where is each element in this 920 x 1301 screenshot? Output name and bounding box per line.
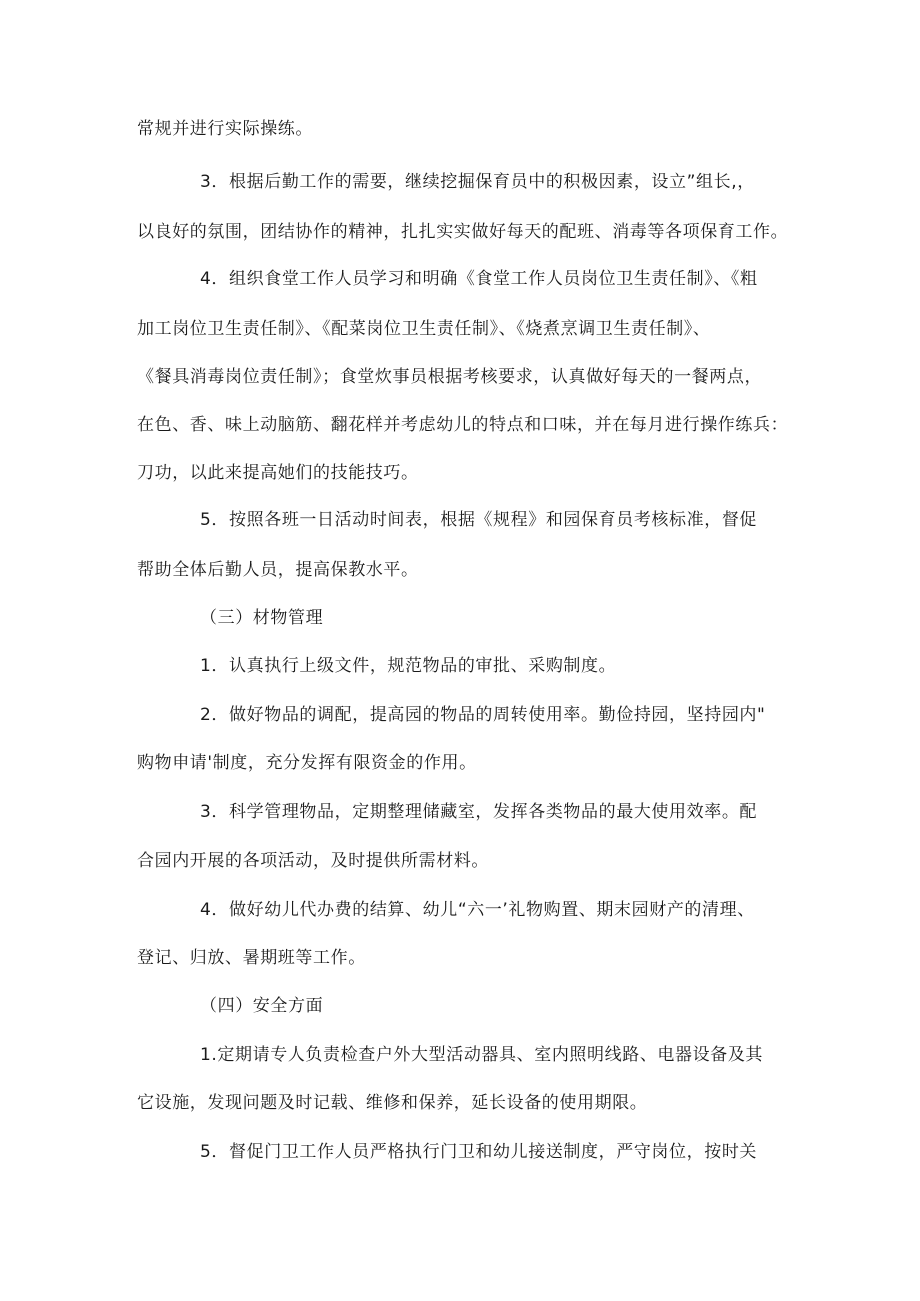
text-line: 5．督促门卫工作人员严格执行门卫和幼儿接送制度，严守岗位，按时关 [200, 1142, 758, 1162]
text-line: 加工岗位卫生责任制》、《配菜岗位卫生责任制》、《烧煮烹调卫生责任制》、 [137, 319, 711, 339]
text-line: 登记、归放、暑期班等工作。 [137, 948, 366, 968]
text-line: 常规并进行实际操练。 [137, 119, 313, 139]
text-line: 刀功，以此来提高她们的技能技巧。 [137, 463, 419, 483]
text-line: 1.定期请专人负责检查户外大型活动器具、室内照明线路、电器设备及其 [200, 1045, 764, 1065]
section-heading: （三）材物管理 [200, 608, 324, 628]
text-line: 3．科学管理物品，定期整理储藏室，发挥各类物品的最大使用效率。配 [200, 802, 758, 822]
text-line: 在色、香、味上动脑筋、翻花样并考虑幼儿的特点和口味，并在每月进行操作练兵： [137, 415, 789, 435]
text-line: 合园内开展的各项活动，及时提供所需材料。 [137, 851, 489, 871]
text-line: 4．做好幼儿代办费的结算、幼儿“六一’礼物购置、期末园财产的清理、 [200, 900, 755, 920]
text-line: 它设施，发现问题及时记载、维修和保养，延长设备的使用期限。 [137, 1093, 648, 1113]
text-line: 2．做好物品的调配，提高园的物品的周转使用率。勤俭持园，坚持园内" [200, 705, 766, 725]
text-line: 5．按照各班一日活动时间表，根据《规程》和园保育员考核标准，督促 [200, 510, 758, 530]
section-heading: （四）安全方面 [200, 996, 324, 1016]
text-line: 4．组织食堂工作人员学习和明确《食堂工作人员岗位卫生责任制》、《粗 [200, 269, 758, 289]
text-line: 帮助全体后勤人员，提高保教水平。 [137, 560, 419, 580]
text-line: 3．根据后勤工作的需要，继续挖掘保育员中的积极因素，设立”组长,， [200, 172, 755, 192]
text-line: 1．认真执行上级文件，规范物品的审批、采购制度。 [200, 656, 617, 676]
text-line: 购物申请'制度，充分发挥有限资金的作用。 [137, 753, 477, 773]
text-line: 以良好的氛围，团结协作的精神，扎扎实实做好每天的配班、消毒等各项保育工作。 [137, 222, 789, 242]
text-line: 《餐具消毒岗位责任制》；食堂炊事员根据考核要求，认真做好每天的一餐两点， [137, 367, 763, 387]
